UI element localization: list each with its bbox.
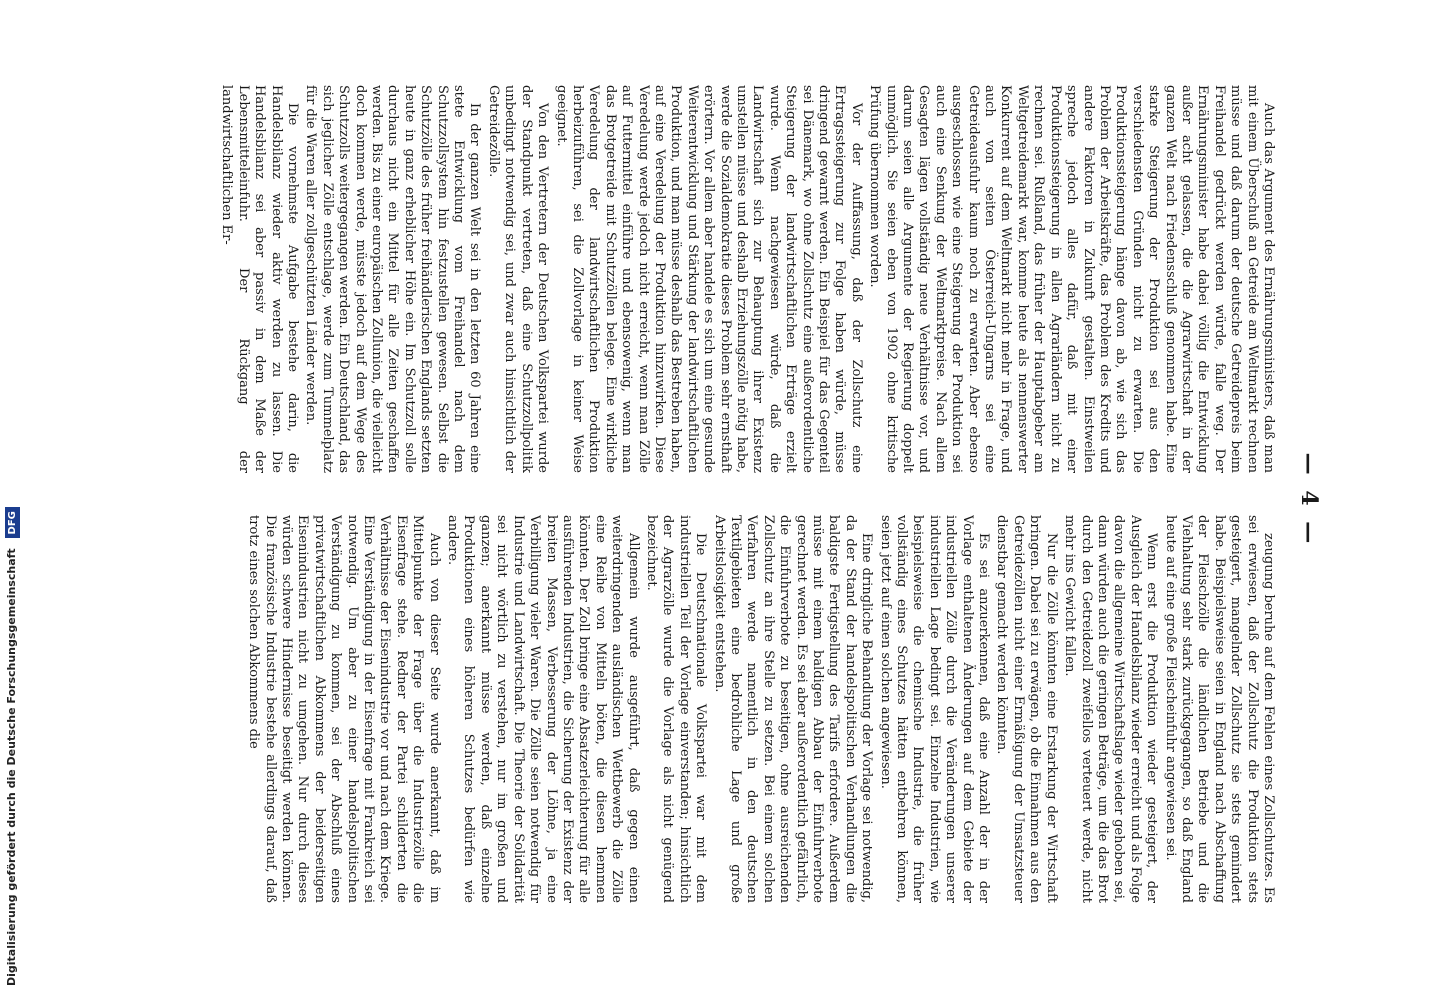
paragraph: Auch von dieser Seite wurde anerkannt, daß im Mittelpunkte der Frage über die Industriezölle die Eisenfrage stehe. Redner der Partei schilderten die Verhältnisse der Eisenindustrie vor und nach dem Kriege. Eine Verständigung in der Eisenfrage mit Frankreich sei notwendig. Um aber zu einer handelspolitischen Verständigung zu kommen, sei der Abschluß eines privatwirtschaftlichen Abkommens der beiderseitigen Eisenindustrien nicht zu umgehen. Nur durch dieses würden schwere Hindernisse beseitigt werden können. Die französische Industrie bestehe allerdings darauf, daß trotz eines solchen Abkommens die [246, 515, 442, 903]
paragraph: zeugung beruhe auf dem Fehlen eines Zollschutzes. Es sei erwiesen, daß der Zollschutz die Produktion stets gesteigert, mangelnder Zollschutz sie stets gemindert habe. Beispielsweise seien in England nach Abschaffung der Fleischzölle die ländlichen Betriebe und die Viehhaltung sehr stark zurückgegangen, so daß England heute auf eine große Fleischeinfuhr angewiesen sei. [1162, 515, 1276, 903]
paragraph: Nur die Zölle könnten eine Erstarkung der Wirtschaft bringen. Dabei sei zu erwägen, ob die Einnahmen aus den Getreidezöllen nicht einer Ermäßigung der Umsatzsteuer dienstbar gemacht werden könnten. [994, 515, 1059, 903]
paragraph: Allgemein wurde ausgeführt, daß gegen einen weiterdringenden ausländischen Wettbewerb die Zölle eine Reihe von Mitteln böten, die diesen hemmen könnten. Der Zoll bringe eine Absatzerleichterung für alle ausführenden Industrien, die Sicherung der Existenz der breiten Massen, Verbesserung der Löhne, ja eine Verbilligung vieler Waren. Die Zölle seien notwendig für Industrie und Landwirtschaft. Die Theorie der Solidarität sei nicht wörtlich zu verstehen, nur im großen und ganzen; anerkannt müsse werden, daß einzelne Produktionen eines höheren Schutzes bedürfen wie andere. [445, 515, 641, 903]
paragraph: Auch das Argument des Ernährungsministers, daß man mit einem Überschuß an Getreide am Weltmarkt rechnen müsse und daß darum der deutsche Getreidepreis beim Freihandel gedrückt werden würde, falle weg. Der Ernährungsminister habe dabei völlig die Entwicklung außer acht gelassen, die die Agrarwirtschaft in der ganzen Welt nach Friedensschluß genommen habe. Eine starke Steigerung der Produktion sei aus den verschiedensten Gründen nicht zu erwarten. Die Produktionssteigerung hänge davon ab, wie sich das Problem der Arbeitskräfte, das Problem des Kredits und andere Faktoren in Zukunft gestalten. Einstweilen spreche jedoch alles dafür, daß mit einer Produktionssteigerung in allen Agrarländern nicht zu rechnen sei. Rußland, das früher der Hauptabgeber am Weltgetreidemarkt war, komme heute als nennenswerter Konkurrent auf dem Weltmarkt nicht mehr in Frage, und auch von seiten Österreich-Ungarns sei eine Getreideausfuhr kaum noch zu erwarten. Aber ebenso ausgeschlossen wie eine Steigerung der Produktion sei auch eine Senkung der Weltmarktpreise. Nach allem Gesagten lägen vollständig neue Verhältnisse vor, und darum seien alle Argumente der Regierung doppelt unmöglich. Sie seien eben von 1902 ohne kritische Prüfung übernommen worden. [867, 85, 1276, 473]
paragraph: In der ganzen Welt sei in den letzten 60 Jahren eine stete Entwicklung vom Freihandel nach dem Schutzzollsystem hin festzustellen gewesen. Selbst die Schutzzölle des früher freihändlerischen Englands setzten heute in ganz erheblicher Höhe ein. Im Schutzzoll solle durchaus nicht ein Mittel für alle Zeiten geschaffen werden. Bis zu einer europäischen Zollunion, die vielleicht doch kommen werde, müsste jedoch auf dem Wege des Schutzzolls weitergegangen werden. Ein Deutschland, das sich jeglicher Zölle entschlage, werde zum Tummelplatz für die Waren aller zollgeschützten Länder werden. [303, 85, 483, 473]
paragraph: Eine dringliche Behandlung der Vorlage sei notwendig, da der Stand der handelspolitischen Verhandlungen die baldigste Fertigstellung des Tarifs erfordere. Außerdem müsse mit einem baldigen Abbau der Einfuhrverbote gerechnet werden. Es sei aber außerordentlich gefährlich, die Einfuhrverbote zu beseitigen, ohne ausreichenden Zollschutz an ihre Stelle zu setzen. Bei einem solchen Verfahren werde namentlich in den deutschen Textilgebieten eine bedrohliche Lage und große Arbeitslosigkeit entstehen. [711, 515, 875, 903]
rotated-text-page [102, 85, 1322, 915]
paragraph: Die Deutschnationale Volkspartei war mit dem industriellen Teil der Vorlage einverstanden; hinsichtlich der Agrarzölle wurde die Vorlage als nicht genügend bezeichnet. [643, 515, 709, 903]
paragraph: Von den Vertretern der Deutschen Volkspartei wurde der Standpunkt vertreten, daß eine Schutzzollpolitik unbedingt notwendig sei, und zwar auch hinsichtlich der Getreidezölle. [485, 85, 551, 473]
funding-note-line [2, 0, 22, 986]
paragraph: Wenn erst die Produktion wieder gesteigert, der Ausgleich der Handelsbilanz wieder erreicht und als Folge davon die allgemeine Wirtschaftslage wieder gehoben sei, dann würden auch die geringen Beträge, um die das Brot durch den Getreidezoll zweifellos verteuert werde, nicht mehr ins Gewicht fallen. [1062, 515, 1160, 903]
dfg-logo: DFG [5, 507, 20, 538]
funding-note: Digitalisierung gefördert durch die Deutsche Forschungsgemeinschaft [5, 548, 18, 986]
left-text-column [106, 85, 1276, 473]
paragraph: Die vornehmste Aufgabe bestehe darin, die Handelsbilanz wieder aktiv werden zu lassen. Die Handelsbilanz sei aber passiv in dem Maße der Lebensmitteleinfuhr. Der Rückgang der landwirtschaftlichen Er- [219, 85, 301, 473]
right-text-column [106, 515, 1276, 903]
page-number: — 4 — [1296, 452, 1322, 548]
paragraph: Es sei anzuerkennen, daß eine Anzahl der in der Vorlage enthaltenen Änderungen auf dem Gebiete der industriellen Zölle durch die Veränderungen unserer industriellen Lage bedingt sei. Einzelne Industrien, wie beispielsweise die chemische Industrie, die früher vollständig eines Schutzes hätten entbehren können, seien jetzt auf einen solchen angewiesen. [877, 515, 992, 903]
digitization-sidebar [0, 0, 20, 1000]
paragraph: Vor der Auffassung, daß der Zollschutz eine Ertragssteigerung zur Folge haben würde, müsse dringend gewarnt werden. Ein Beispiel für das Gegenteil sei Dänemark, wo ohne Zollschutz eine außerordentliche Steigerung der landwirtschaftlichen Erträge erzielt wurde. Wenn nachgewiesen würde, daß die Landwirtschaft sich zur Behauptung ihrer Existenz umstellen müsse und deshalb Erziehungszölle nötig habe, werde die Sozialdemokratie dieses Problem sehr ernsthaft erörtern. Vor allem aber handele es sich um eine gesunde Weiterentwicklung und Stärkung der landwirtschaftlichen Produktion, und man müsse deshalb das Bestreben haben, auf eine Veredelung der Produktion hinzuwirken. Diese Veredelung werde jedoch nicht erreicht, wenn man Zölle auf Futtermittel einführe und ebensowenig, wenn man das Brotgetreide mit Schutzzöllen belege. Eine wirkliche Veredelung der landwirtschaftlichen Produktion herbeizuführen, sei die Zollvorlage in keiner Weise geeignet. [553, 85, 864, 473]
